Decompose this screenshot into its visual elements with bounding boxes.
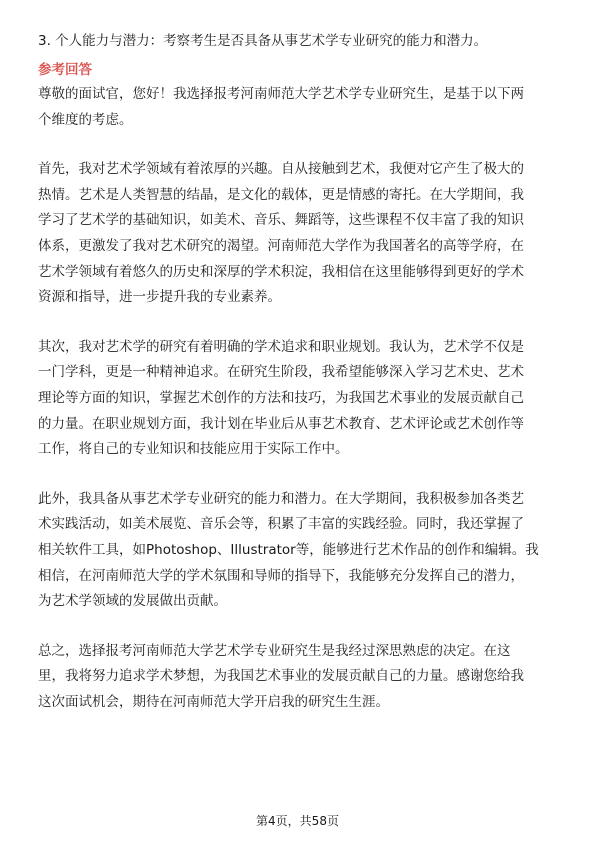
paragraph-line: 体系，更激发了我对艺术研究的渴望。河南师范大学作为我国著名的高等学府，在	[38, 237, 524, 254]
paragraph-line: 资源和指导，进一步提升我的专业素养。	[38, 289, 281, 306]
paragraph-line: 首先，我对艺术学领域有着浓厚的兴趣。自从接触到艺术，我便对它产生了极大的	[38, 161, 524, 178]
paragraph-line: 学习了艺术学的基础知识，如美术、音乐、舞蹈等，这些课程不仅丰富了我的知识	[38, 212, 524, 229]
paragraph-line: 此外，我具备从事艺术学专业研究的能力和潜力。在大学期间，我积极参加各类艺	[38, 490, 524, 507]
paragraph-gap	[38, 311, 560, 335]
paragraph-gap	[38, 463, 560, 487]
paragraph-line: 相关软件工具，如Photoshop、Illustrator等，能够进行艺术作品的创作和编辑。我	[38, 541, 539, 558]
paragraph-line: 的力量。在职业规划方面，我计划在毕业后从事艺术教育、艺术评论或艺术创作等	[38, 415, 524, 432]
paragraph-line: 艺术学领域有着悠久的历史和深厚的学术积淀，我相信在这里能够得到更好的学术	[38, 263, 524, 280]
paragraph-line: 个维度的考虑。	[38, 111, 133, 128]
paragraph-conclusion	[38, 639, 560, 716]
paragraph-line: 里，我将努力追求学术梦想，为我国艺术事业的发展贡献自己的力量。感谢您给我	[38, 668, 524, 685]
answer-heading: 参考回答	[38, 62, 92, 78]
paragraph-second	[38, 335, 560, 463]
paragraph-line: 尊敬的面试官，您好！我选择报考河南师范大学艺术学专业研究生，是基于以下两	[38, 86, 524, 102]
paragraph-third	[38, 487, 560, 615]
paragraph-line: 理论等方面的知识，掌握艺术创作的方法和技巧，为我国艺术事业的发展贡献自己	[38, 389, 524, 406]
paragraph-line: 其次，我对艺术学的研究有着明确的学术追求和职业规划。我认为，艺术学不仅是	[38, 338, 524, 355]
paragraph-first	[38, 157, 560, 311]
paragraph-gap	[38, 615, 560, 639]
paragraph-line: 为艺术学领域的发展做出贡献。	[38, 593, 227, 610]
paragraph-line: 这次面试机会，期待在河南师范大学开启我的研究生生涯。	[38, 693, 389, 710]
paragraph-gap	[38, 133, 560, 157]
paragraph-line: 相信，在河南师范大学的学术氛围和导师的指导下，我能够充分发挥自己的潜力，	[38, 567, 524, 584]
document-page	[38, 28, 560, 715]
paragraph-line: 术实践活动，如美术展览、音乐会等，积累了丰富的实践经验。同时，我还掌握了	[38, 516, 524, 533]
paragraph-intro	[38, 82, 560, 133]
paragraph-line: 一门学科，更是一种精神追求。在研究生阶段，我希望能够深入学习艺术史、艺术	[38, 364, 524, 381]
page-number: 第4页，共58页	[256, 814, 339, 828]
paragraph-line: 总之，选择报考河南师范大学艺术学专业研究生是我经过深思熟虑的决定。在这	[38, 642, 511, 659]
paragraph-line: 热情。艺术是人类智慧的结晶，是文化的载体，更是情感的寄托。在大学期间，我	[38, 186, 524, 203]
criterion-line: 3. 个人能力与潜力：考察考生是否具备从事艺术学专业研究的能力和潜力。	[38, 33, 488, 49]
paragraph-line: 工作，将自己的专业知识和技能应用于实际工作中。	[38, 441, 349, 458]
